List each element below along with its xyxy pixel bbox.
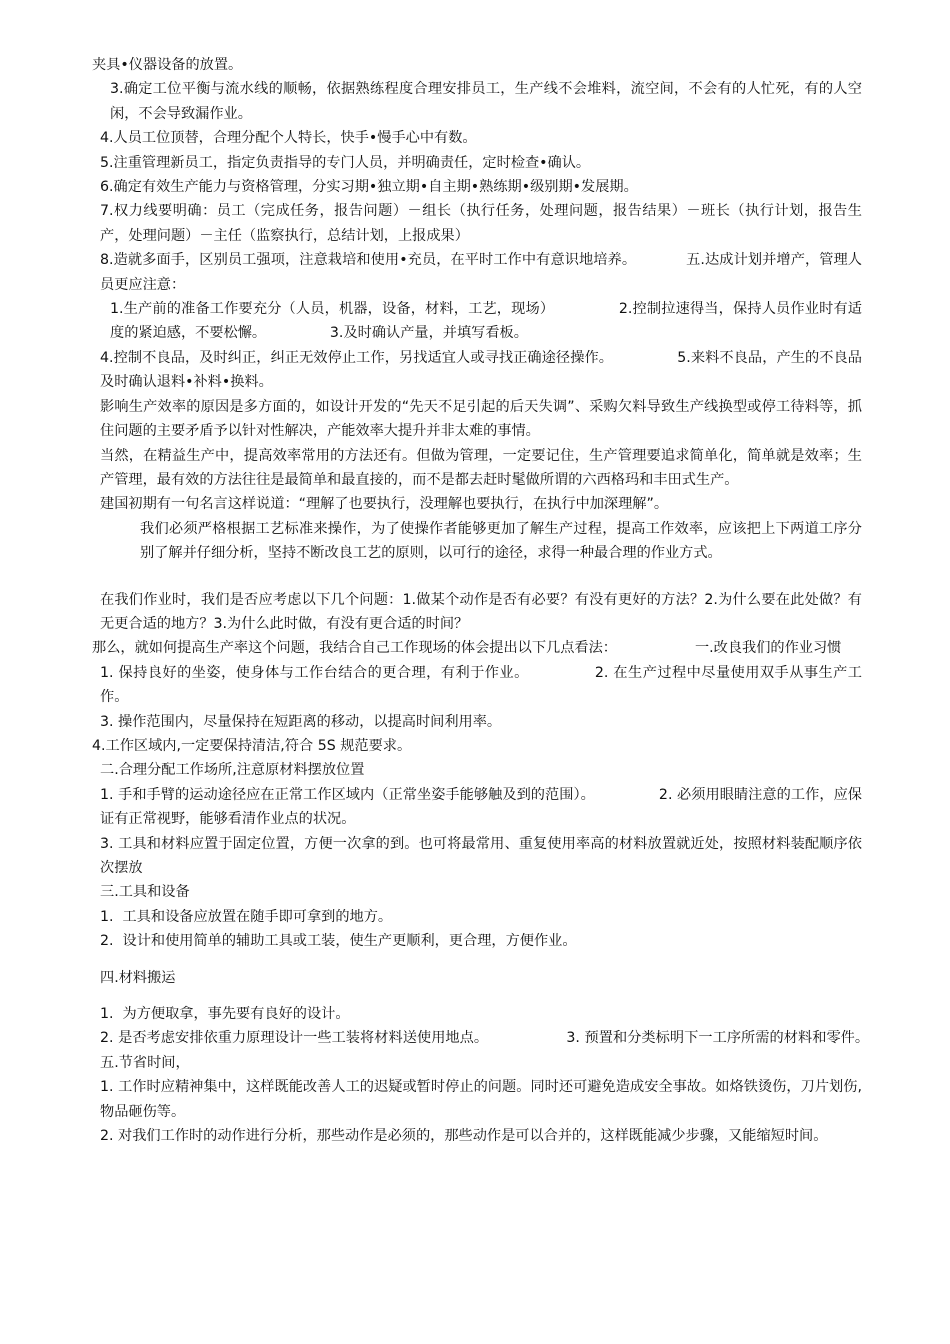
heading-tools-equipment: 三.工具和设备 [100, 884, 190, 901]
paragraph-item-8-multi-skilled: 8.造就多面手，区别员工强项，注意栽培和使用•充员，在平时工作中有意识地培养。 五.达成计划并增产，管理人员更应注意： [100, 252, 862, 293]
paragraph-habit-item-3: 3. 操作范围内，尽量保持在短距离的移动，以提高时间利用率。 [100, 713, 502, 730]
paragraph-layout-items-1-2: 1. 手和手臂的运动途径应在正常工作区域内（正常坐姿手能够触及到的范围）。 2. 必须用眼睛注意的工作，应保证有正常视野，能够看清作业点的状况。 [100, 786, 862, 828]
paragraph-item-3-workstation-balance: 3.确定工位平衡与流水线的顺畅，依据熟练程度合理安排员工，生产线不会堆料，流空间，不会有的人忙死，有的人空闲，不会导致漏作业。 [110, 81, 862, 122]
paragraph-habit-item-4: 4.工作区域内,一定要保持清洁,符合 5S 规范要求。 [92, 737, 412, 754]
paragraph-fixtures: 夹具•仪器设备的放置。 [92, 57, 243, 73]
paragraph-plan-items-4-5: 4.控制不良品，及时纠正，纠正无效停止工作，另找适宜人或寻找正确途径操作。 5.来料不良品，产生的不良品及时确认退料•补料•换料。 [100, 349, 862, 391]
heading-material-handling: 四.材料搬运 [100, 969, 176, 986]
paragraph-handling-item-1: 1. 为方便取拿，事先要有良好的设计。 [100, 1006, 350, 1023]
heading-workplace-layout: 二.合理分配工作场所,注意原材料摆放位置 [100, 762, 365, 779]
paragraph-questions: 在我们作业时，我们是否应考虑以下几个问题：1.做某个动作是否有必要？有没有更好的方法？2.为什么要在此处做？有无更合适的地方？3.为什么此时做，有没有更合适的时间？ [100, 591, 862, 632]
document-page [92, 53, 933, 1148]
paragraph-suggestions-intro: 那么，就如何提高生产率这个问题，我结合自己工作现场的体会提出以下几点看法： 一.改良我们的作业习惯 [92, 640, 842, 657]
paragraph-item-5-new-staff: 5.注重管理新员工，指定负责指导的专门人员，并明确责任，定时检查•确认。 [100, 154, 591, 171]
paragraph-time-item-2: 2. 对我们工作时的动作进行分析，那些动作是必须的，那些动作是可以合并的，这样既能减少步骤，又能缩短时间。 [100, 1128, 828, 1145]
paragraph-lean-production: 当然，在精益生产中，提高效率常用的方法还有。但做为管理，一定要记住，生产管理要追求简单化，简单就是效率；生产管理，最有效的方法往往是最简单和最直接的，而不是都去赶时髦做所谓的六西格玛和丰田式生产。 [100, 447, 862, 488]
paragraph-process-standard: 我们必须严格根据工艺标准来操作，为了使操作者能够更加了解生产过程，提高工作效率，应该把上下两道工序分别了解并仔细分析，坚持不断改良工艺的原则，以可行的途径，求得一种最合理的作业方式。 [140, 520, 862, 562]
paragraph-handling-items-2-3: 2. 是否考虑安排依重力原理设计一些工装将材料送使用地点。 3. 预置和分类标明下一工序所需的材料和零件。 五.节省时间， [100, 1030, 933, 1071]
paragraph-tools-item-1: 1. 工具和设备应放置在随手即可拿到的地方。 [100, 908, 393, 925]
paragraph-item-7-authority-line: 7.权力线要明确：员工（完成任务，报告问题）－组长（执行任务，处理问题，报告结果）－班长（执行计划，报告生产，处理问题）－主任（监察执行，总结计划，上报成果） [100, 203, 862, 244]
paragraph-quote: 建国初期有一句名言这样说道：“理解了也要执行，没理解也要执行，在执行中加深理解”。 [100, 496, 669, 513]
paragraph-time-item-1: 1. 工作时应精神集中，这样既能改善人工的迟疑或暂时停止的问题。同时还可避免造成安全事故。如烙铁烫伤，刀片划伤,物品砸伤等。 [100, 1079, 862, 1120]
paragraph-layout-item-3: 3. 工具和材料应置于固定位置，方便一次拿的到。也可将最常用、重复使用率高的材料放置就近处，按照材料装配顺序依次摆放 [100, 835, 862, 876]
paragraph-item-6-capacity: 6.确定有效生产能力与资格管理，分实习期•独立期•自主期•熟练期•级别期•发展期。 [100, 179, 638, 196]
paragraph-item-4-staff-substitution: 4.人员工位顶替，合理分配个人特长，快手•慢手心中有数。 [100, 130, 477, 147]
paragraph-plan-items-1-3: 1.生产前的准备工作要充分（人员，机器，设备，材料，工艺，现场） 2.控制拉速得当，保持人员作业时有适度的紧迫感，不要松懈。 3.及时确认产量，并填写看板。 [110, 301, 862, 342]
paragraph-tools-item-2: 2. 设计和使用简单的辅助工具或工装，使生产更顺利，更合理，方便作业。 [100, 933, 577, 950]
paragraph-efficiency-causes: 影响生产效率的原因是多方面的，如设计开发的“先天不足引起的后天失调”、采购欠料导致生产线换型或停工待料等，抓住问题的主要矛盾予以针对性解决，产能效率大提升并非太难的事情。 [100, 398, 862, 440]
paragraph-habit-items-1-2: 1. 保持良好的坐姿，使身体与工作台结合的更合理，有利于作业。 2. 在生产过程中尽量使用双手从事生产工作。 [100, 664, 862, 706]
